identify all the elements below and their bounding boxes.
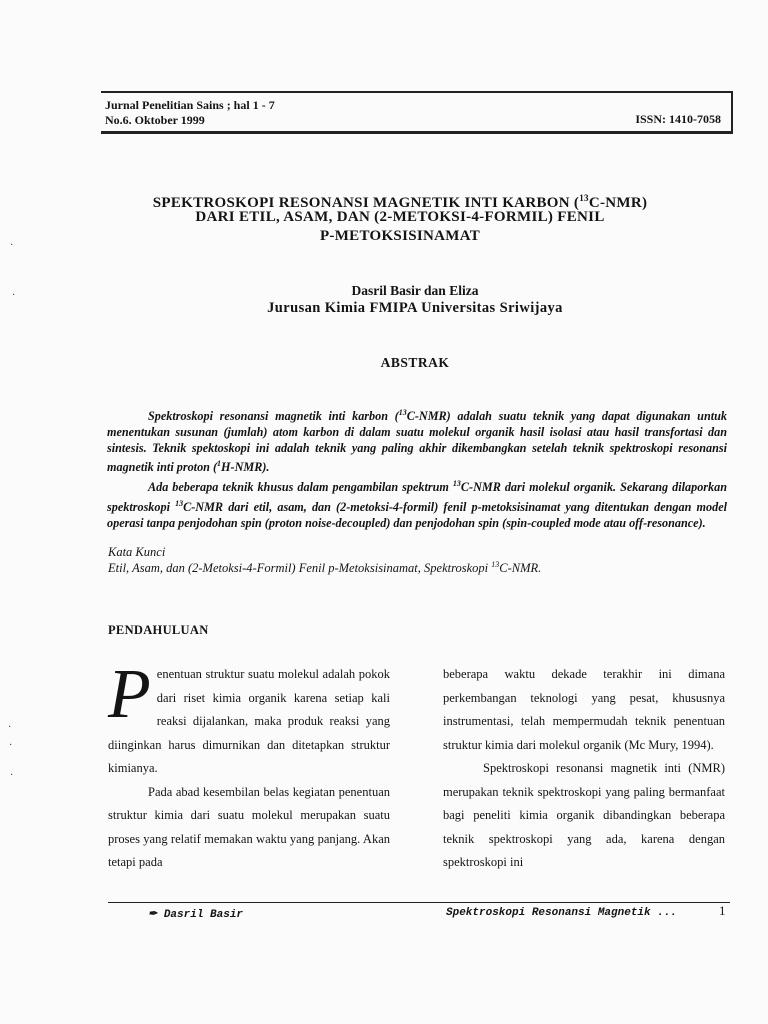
scan-speck: · <box>9 740 13 751</box>
right-column <box>443 663 725 875</box>
abstract-paragraph-2: Ada beberapa teknik khusus dalam pengambilan spektrum $^{13}$C-NMR dari molekul organik. Sekarang dilaporkan spektroskopi $^{13}$C-NMR dari etil, asam, dan (2-metoksi-4-formil) fenil p-metoksisinamat yang ditentukan dengan model operasi tanpa penjodohan spin (proton noise-decoupled) dan penjodohan spin (spin-coupled mode atau off-resonance). <box>107 479 727 531</box>
keywords-text: Etil, Asam, dan (2-Metoksi-4-Formil) Fenil p-Metoksisinamat, Spektroskopi $^{13}$C-NMR. <box>108 560 542 576</box>
keywords-label: Kata Kunci <box>108 545 166 559</box>
journal-name: Jurnal Penelitian Sains ; hal 1 - 7 <box>105 98 275 112</box>
scan-speck: · <box>12 290 16 301</box>
left-column <box>108 656 390 875</box>
scan-speck: · <box>10 770 14 781</box>
scan-speck: · <box>10 240 14 251</box>
footer-author: ✒ Dasril Basir <box>148 909 244 921</box>
intro-paragraph-1: Penentuan struktur suatu molekul adalah pokok dari riset kimia organik karena setiap kali reaksi dijalankan, maka produk reaksi yang diinginkan harus dimurnikan dan ditetapkan struktur kimianya. <box>108 656 390 775</box>
paper-title-line-1: SPEKTROSKOPI RESONANSI MAGNETIK INTI KARBON ($^{13}$C-NMR) <box>152 193 648 211</box>
footer-divider <box>108 902 730 903</box>
abstract-paragraph-1: Spektroskopi resonansi magnetik inti karbon ($^{13}$C-NMR) adalah suatu teknik yang dapat digunakan untuk menentukan susunan (jumlah) atom karbon di dalam suatu molekul organik hasil isolasi atau hasil transfortasi dan sintesis. Teknik spektoskopi ini adalah teknik yang paling akhir dikembangkan setelah teknik spektroskopi resonansi magnetik inti proton ($^1$H-NMR). <box>107 408 727 475</box>
scan-speck: · <box>8 722 12 733</box>
journal-issn: ISSN: 1410-7058 <box>635 112 721 126</box>
journal-header <box>101 91 733 134</box>
paper-title-line-2: DARI ETIL, ASAM, DAN (2-METOKSI-4-FORMIL) FENIL <box>195 209 605 225</box>
drop-cap: P <box>108 656 151 733</box>
abstract-heading: ABSTRAK <box>380 355 450 370</box>
intro-paragraph-2: Pada abad kesembilan belas kegiatan penentuan struktur kimia dari suatu molekul merupakan suatu proses yang relatif memakan waktu yang panjang. Akan tetapi pada <box>108 784 390 869</box>
footer-running-title: Spektroskopi Resonansi Magnetik ... <box>446 907 678 919</box>
intro-paragraph-3: beberapa waktu dekade terakhir ini dimana perkembangan teknologi yang pesat, khususnya instrumentasi, telah mempermudah teknik penentuan struktur kimia dari molekul organik (Mc Mury, 1994). <box>443 667 725 752</box>
page-number: 1 <box>719 903 726 918</box>
author-affiliation: Jurusan Kimia FMIPA Universitas Sriwijaya <box>267 300 563 316</box>
abstract-body <box>107 405 727 532</box>
paper-title-line-3: P-METOKSISINAMAT <box>319 228 481 244</box>
author-names: Dasril Basir dan Eliza <box>351 283 479 298</box>
section-heading: PENDAHULUAN <box>108 623 209 637</box>
intro-paragraph-4: Spektroskopi resonansi magnetik inti (NMR) merupakan teknik spektroskopi yang paling bermanfaat bagi peneliti kimia organik dibandingkan beberapa teknik spektroskopi yang ada, karena dengan spektroskopi ini <box>443 761 725 869</box>
journal-issue: No.6. Oktober 1999 <box>105 113 205 127</box>
